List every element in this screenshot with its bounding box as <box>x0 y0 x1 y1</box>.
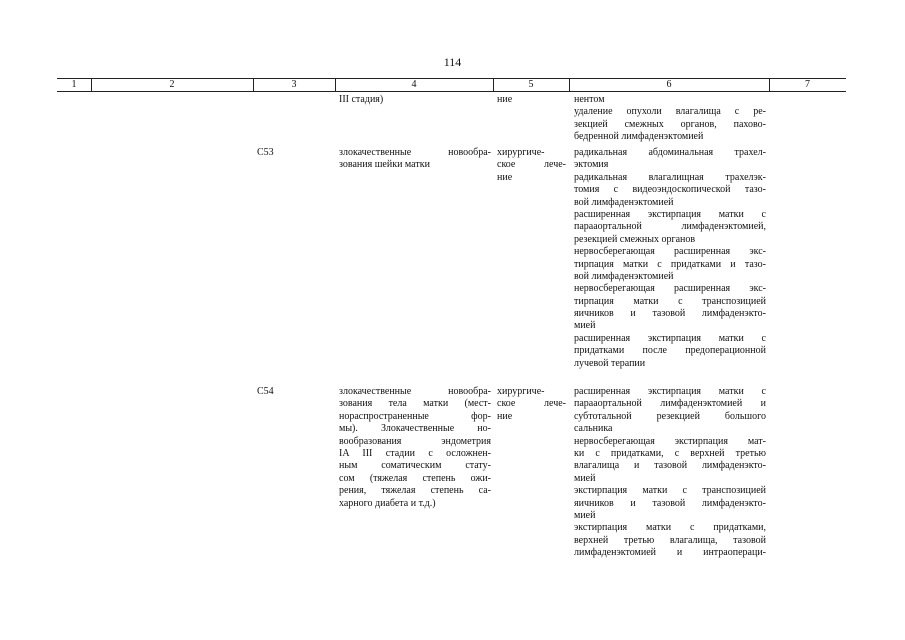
text-line: придатками после предоперационной <box>574 345 766 357</box>
treatment-cell <box>497 94 566 106</box>
text-line: расширенная экстирпация матки с <box>574 332 766 344</box>
text-line: экстирпация матки с транспозицией <box>574 485 766 497</box>
text-line: ние <box>497 410 513 422</box>
text-line: верхней третью влагалища, тазовой <box>574 534 766 546</box>
text-line: нервосберегающая расширенная экс- <box>574 246 766 258</box>
text-line: сальника <box>574 423 613 435</box>
text-line: хирургиче- <box>497 386 545 397</box>
text-line: вой лимфаденэктомией <box>574 270 674 282</box>
code-cell: C54 <box>257 386 274 397</box>
text-line: рения, тяжелая степень са- <box>339 485 491 497</box>
text-line: удаление опухоли влагалища с ре- <box>574 106 766 118</box>
disease-cell <box>339 386 491 510</box>
text-line: эктомия <box>574 159 609 171</box>
text-line: хирургиче- <box>497 147 545 158</box>
text-line: тирпация матки с транспозицией <box>574 295 766 307</box>
text-line: влагалища и тазовой лимфаденэкто- <box>574 460 766 472</box>
treatment-cell <box>497 147 566 184</box>
text-line: лучевой терапии <box>574 357 646 369</box>
text-line: нентом <box>574 94 605 105</box>
page-number: 114 <box>443 55 462 69</box>
text-line: нервосберегающая экстирпация мат- <box>574 435 766 447</box>
text-line: сом (тяжелая степень ожи- <box>339 472 491 484</box>
text-line: парааортальной лимфаденэктомией и <box>574 398 766 410</box>
text-line: злокачественные новообра- <box>339 386 491 397</box>
text-line: резекцией смежных органов <box>574 233 696 245</box>
text-line: ние <box>497 171 513 183</box>
text-line: III стадия) <box>339 94 384 105</box>
text-line: злокачественные новообра- <box>339 147 491 158</box>
text-line: мией <box>574 509 596 521</box>
text-line: зекцией смежных органов, пахово- <box>574 118 766 130</box>
text-line: мией <box>574 472 596 484</box>
text-line: зования тела матки (мест- <box>339 398 491 410</box>
text-line: харного диабета и т.д.) <box>339 497 436 509</box>
disease-cell <box>339 94 491 106</box>
text-line: расширенная экстирпация матки с <box>574 386 766 397</box>
text-line: экстирпация матки с придатками, <box>574 522 766 534</box>
text-line: ние <box>497 94 513 105</box>
text-line: ным соматическим стату- <box>339 460 491 472</box>
text-line: мией <box>574 320 596 332</box>
text-line: вообразования эндометрия <box>339 435 491 447</box>
disease-cell <box>339 147 491 172</box>
text-line: томия с видеоэндоскопической тазо- <box>574 184 766 196</box>
text-line: нораспространенные фор- <box>339 410 491 422</box>
table-header-row <box>57 78 846 92</box>
text-line: ское лече- <box>497 159 566 171</box>
header-cell-6: 6 <box>666 79 672 90</box>
method-cell <box>574 94 766 144</box>
method-cell <box>574 386 766 559</box>
text-line: IA III стадии с осложнен- <box>339 447 491 459</box>
text-line: тирпация матки с придатками и тазо- <box>574 258 766 270</box>
method-cell <box>574 147 766 370</box>
text-line: ское лече- <box>497 398 566 410</box>
text-line: субтотальной резекцией большого <box>574 410 766 422</box>
text-line: парааортальной лимфаденэктомией, <box>574 221 766 233</box>
text-line: вой лимфаденэктомией <box>574 196 674 208</box>
text-line: радикальная влагалищная трахелэк- <box>574 171 766 183</box>
text-line: зования шейки матки <box>339 159 430 171</box>
text-line: ки с придатками, с верхней третью <box>574 447 766 459</box>
text-line: бедренной лимфаденэктомией <box>574 131 704 143</box>
header-cell-3: 3 <box>291 79 297 90</box>
text-line: яичников и тазовой лимфаденэкто- <box>574 497 766 509</box>
code-cell: C53 <box>257 147 274 158</box>
header-cell-2: 2 <box>169 79 175 90</box>
header-cell-7: 7 <box>805 79 810 90</box>
treatment-cell <box>497 386 566 423</box>
header-cell-1: 1 <box>71 79 77 90</box>
text-line: расширенная экстирпация матки с <box>574 208 766 220</box>
text-line: яичников и тазовой лимфаденэкто- <box>574 308 766 320</box>
text-line: радикальная абдоминальная трахел- <box>574 147 766 158</box>
text-line: лимфаденэктомией и интраопераци- <box>574 547 766 559</box>
text-line: нервосберегающая расширенная экс- <box>574 283 766 295</box>
text-line: мы). Злокачественные но- <box>339 423 491 435</box>
header-cell-5: 5 <box>528 79 534 90</box>
header-cell-4: 4 <box>411 79 417 90</box>
